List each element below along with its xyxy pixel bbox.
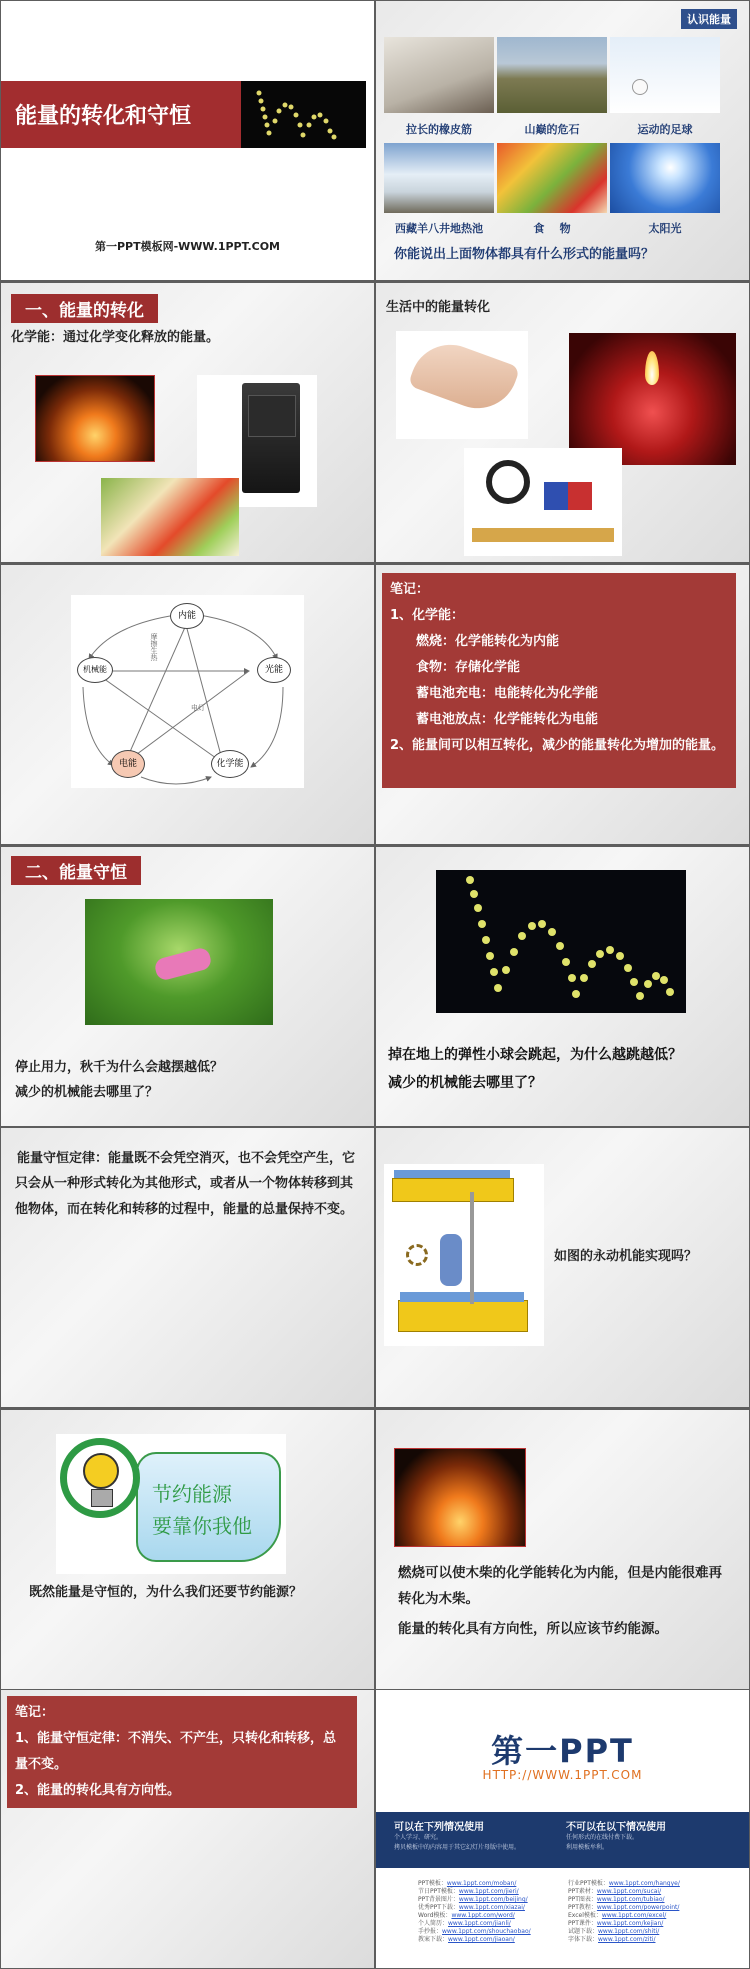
note-item-2: 2、能量间可以相互转化，减少的能量转化为增加的能量。 bbox=[390, 738, 725, 753]
link[interactable]: www.1ppt.com/excel/ bbox=[601, 1912, 667, 1919]
swing-question-2: 减少的机械能去哪里了？ bbox=[15, 1085, 159, 1100]
waterwheel-icon bbox=[406, 1244, 428, 1266]
link-row: PPT模板：www.1ppt.com/moban/ bbox=[418, 1880, 517, 1887]
caption-rock: 山巅的危石 bbox=[524, 123, 580, 136]
link[interactable]: www.1ppt.com/xiazai/ bbox=[458, 1904, 525, 1911]
note2-item-1: 1、能量守恒定律：不消失、不产生，只转化和转移，总量不变。 bbox=[15, 1731, 337, 1772]
link-row: Excel模板：www.1ppt.com/excel/ bbox=[568, 1912, 667, 1919]
link-row: 优秀PPT下载：www.1ppt.com/xiazai/ bbox=[418, 1904, 525, 1911]
cannot-use-item-1: 任何形式的在线付费下载。 bbox=[566, 1834, 639, 1841]
section-title-2: 二、能量守恒 bbox=[11, 856, 141, 885]
link-row: 试题下载：www.1ppt.com/shiti/ bbox=[568, 1928, 660, 1935]
link[interactable]: www.1ppt.com/word/ bbox=[451, 1912, 515, 1919]
poster-slogan-2: 要靠你我他 bbox=[152, 1514, 252, 1538]
link-row: 手抄报：www.1ppt.com/shouchaobao/ bbox=[418, 1928, 531, 1935]
candle-photo bbox=[569, 333, 736, 465]
daily-energy-heading: 生活中的能量转化 bbox=[386, 300, 491, 315]
note2-title: 笔记： bbox=[15, 1705, 55, 1720]
geothermal-photo bbox=[384, 143, 494, 213]
link[interactable]: www.1ppt.com/tubiao/ bbox=[596, 1896, 665, 1903]
energy-question: 你能说出上面物体都具有什么形式的能量吗？ bbox=[394, 247, 655, 262]
cliff-rock-photo bbox=[497, 37, 607, 113]
food-photo bbox=[497, 143, 607, 213]
note2-item-2: 2、能量的转化具有方向性。 bbox=[15, 1783, 181, 1798]
slide-template-info[interactable] bbox=[376, 1690, 749, 1968]
ball-question-1: 掉在地上的弹性小球会跳起，为什么越跳越低？ bbox=[388, 1047, 682, 1063]
links-right bbox=[568, 1880, 738, 1944]
link[interactable]: www.1ppt.com/jiaoan/ bbox=[448, 1936, 515, 1943]
note-item-1: 1、化学能： bbox=[390, 608, 465, 623]
person-icon bbox=[440, 1234, 462, 1286]
perpetual-question: 如图的永动机能实现吗？ bbox=[554, 1249, 698, 1264]
cannot-use-title: 不可以在以下情况使用 bbox=[566, 1822, 666, 1833]
link[interactable]: www.1ppt.com/kejian/ bbox=[596, 1920, 664, 1927]
link-row: PPT素材：www.1ppt.com/sucai/ bbox=[568, 1888, 662, 1895]
direction-text-1: 燃烧可以使木柴的化学能转化为内能，但是内能很难再转化为木柴。 bbox=[398, 1565, 722, 1608]
notes-box-2 bbox=[7, 1696, 357, 1808]
link[interactable]: www.1ppt.com/shiti/ bbox=[598, 1928, 660, 1935]
node-light-energy: 光能 bbox=[257, 657, 291, 683]
section-title: 一、能量的转化 bbox=[11, 294, 158, 323]
football-photo bbox=[610, 37, 720, 113]
link-row: PPT图表：www.1ppt.com/tubiao/ bbox=[568, 1896, 665, 1903]
edge-label-friction: 摩擦生热 bbox=[150, 633, 158, 661]
can-use-item-1: 个人学习、研究。 bbox=[394, 1834, 443, 1841]
slide-footer: 第一PPT模板网-WWW.1PPT.COM bbox=[94, 240, 281, 253]
links-left bbox=[418, 1880, 568, 1944]
link[interactable]: www.1ppt.com/ziti/ bbox=[598, 1936, 656, 1943]
notes-box bbox=[382, 573, 736, 788]
football-icon bbox=[632, 79, 648, 95]
caption-rubber-band: 拉长的橡皮筋 bbox=[406, 123, 472, 136]
slide-energy-conversion[interactable] bbox=[1, 283, 374, 562]
save-energy-question: 既然能量是守恒的，为什么我们还要节约能源？ bbox=[29, 1585, 303, 1600]
swing-photo bbox=[85, 899, 273, 1025]
link[interactable]: www.1ppt.com/sucai/ bbox=[596, 1888, 662, 1895]
upper-tank-icon bbox=[392, 1178, 514, 1202]
direction-text-2: 能量的转化具有方向性，所以应该节约能源。 bbox=[398, 1621, 668, 1637]
slide-notes-1[interactable] bbox=[376, 565, 749, 844]
lightbulb-base bbox=[91, 1489, 113, 1507]
conservation-law-text: 能量守恒定律：能量既不会凭空消灭，也不会凭空产生，它只会从一种形式转化为其他形式，或者从一个物体转移到其他物体，而在转化和转移的过程中，能量的总量保持不变。 bbox=[15, 1151, 356, 1217]
node-chemical-energy: 化学能 bbox=[211, 750, 249, 778]
rubbing-hands-photo bbox=[396, 331, 528, 439]
note-title: 笔记： bbox=[390, 582, 430, 597]
pipe-icon bbox=[470, 1192, 474, 1304]
sunlight-photo bbox=[610, 143, 720, 213]
link[interactable]: www.1ppt.com/jianli/ bbox=[448, 1920, 511, 1927]
save-energy-poster bbox=[56, 1434, 286, 1574]
title-band bbox=[1, 81, 241, 148]
slide-save-energy[interactable] bbox=[1, 1410, 374, 1689]
edge-label-lamp: 电灯 bbox=[191, 704, 205, 712]
campfire-photo bbox=[394, 1448, 526, 1547]
note-sub-charging: 蓄电池充电：电能转化为化学能 bbox=[416, 686, 599, 701]
link[interactable]: www.1ppt.com/beijing/ bbox=[458, 1896, 528, 1903]
caption-sunlight: 太阳光 bbox=[648, 222, 682, 235]
magnet-icon-red bbox=[568, 482, 592, 510]
caption-geothermal: 西藏羊八井地热池 bbox=[395, 222, 483, 235]
section-badge: 认识能量 bbox=[681, 9, 737, 29]
slide-energy-diagram[interactable] bbox=[1, 565, 374, 844]
note-sub-burning: 燃烧：化学能转化为内能 bbox=[416, 634, 560, 649]
node-internal-energy: 内能 bbox=[170, 603, 204, 629]
lower-tank-icon bbox=[398, 1300, 528, 1332]
link[interactable]: www.1ppt.com/hangye/ bbox=[608, 1880, 680, 1887]
cannot-use-item-2: 利用模板牟利。 bbox=[566, 1844, 609, 1851]
swing-question-1: 停止用力，秋千为什么会越摆越低？ bbox=[15, 1060, 224, 1075]
battery-label bbox=[248, 395, 296, 437]
caption-food: 食 物 bbox=[533, 222, 571, 235]
slide-energy-examples[interactable] bbox=[376, 1, 749, 280]
note-sub-discharging: 蓄电池放点：化学能转化为电能 bbox=[416, 712, 599, 727]
slide-conversion-direction[interactable] bbox=[376, 1410, 749, 1689]
hands-icon bbox=[408, 334, 521, 420]
link[interactable]: www.1ppt.com/jieri/ bbox=[458, 1888, 519, 1895]
link-row: 教案下载：www.1ppt.com/jiaoan/ bbox=[418, 1936, 515, 1943]
bouncing-ball-photo bbox=[241, 81, 366, 148]
upper-water bbox=[394, 1170, 510, 1178]
link[interactable]: www.1ppt.com/moban/ bbox=[446, 1880, 517, 1887]
poster-cloud bbox=[136, 1452, 281, 1562]
lightbulb-ring bbox=[60, 1438, 140, 1518]
slide-perpetual-motion[interactable] bbox=[376, 1128, 749, 1407]
node-electric-energy: 电能 bbox=[111, 750, 145, 778]
generator-base bbox=[472, 528, 614, 542]
child-on-swing-icon bbox=[153, 946, 213, 982]
link-row: Word模板：www.1ppt.com/word/ bbox=[418, 1912, 515, 1919]
slide-energy-conservation[interactable] bbox=[1, 847, 374, 1126]
can-use-title: 可以在下列情况使用 bbox=[394, 1822, 484, 1833]
link[interactable]: www.1ppt.com/powerpoint/ bbox=[596, 1904, 680, 1911]
link-row: PPT课件：www.1ppt.com/kejian/ bbox=[568, 1920, 664, 1927]
node-mechanical-energy: 机械能 bbox=[77, 657, 113, 683]
bouncing-ball-photo-large bbox=[436, 870, 686, 1013]
note-sub-food: 食物：存储化学能 bbox=[416, 660, 521, 675]
slide-title[interactable] bbox=[1, 1, 374, 280]
wheel-icon bbox=[486, 460, 530, 504]
generator-photo bbox=[464, 448, 622, 556]
rubber-band-photo bbox=[384, 37, 494, 113]
can-use-item-2: 拷贝模板中的内容用于其它幻灯片母版中使用。 bbox=[394, 1844, 521, 1851]
bouncing-ball-large-icon bbox=[436, 870, 686, 1013]
link-row: 个人简历：www.1ppt.com/jianli/ bbox=[418, 1920, 511, 1927]
flame-icon bbox=[645, 351, 659, 385]
ball-question-2: 减少的机械能去哪里了？ bbox=[388, 1075, 542, 1091]
perpetual-machine-photo bbox=[384, 1164, 544, 1346]
link-row: PPT教程：www.1ppt.com/powerpoint/ bbox=[568, 1904, 680, 1911]
link-row: 字体下载：www.1ppt.com/ziti/ bbox=[568, 1936, 656, 1943]
chemical-energy-definition: 化学能：通过化学变化释放的能量。 bbox=[11, 330, 220, 345]
magnet-icon bbox=[544, 482, 568, 510]
slide-conservation-law[interactable] bbox=[1, 1128, 374, 1407]
fire-photo bbox=[35, 375, 155, 462]
poster-slogan-1: 节约能源 bbox=[152, 1482, 232, 1506]
usage-banner bbox=[376, 1812, 749, 1868]
slide-title-text: 能量的转化和守恒 bbox=[15, 104, 192, 129]
slide-bouncing-ball[interactable] bbox=[376, 847, 749, 1126]
lower-water bbox=[400, 1292, 524, 1302]
bouncing-ball-trail-icon bbox=[241, 81, 366, 148]
link-row: 行业PPT模板：www.1ppt.com/hangye/ bbox=[568, 1880, 680, 1887]
battery-icon bbox=[242, 383, 300, 493]
logo-text: 第一PPT bbox=[491, 1732, 634, 1770]
caption-football: 运动的足球 bbox=[637, 123, 693, 136]
link[interactable]: www.1ppt.com/shouchaobao/ bbox=[442, 1928, 531, 1935]
link-row: 节日PPT模板：www.1ppt.com/jieri/ bbox=[418, 1888, 519, 1895]
link-row: PPT背景图片：www.1ppt.com/beijing/ bbox=[418, 1896, 528, 1903]
logo-url[interactable]: HTTP://WWW.1PPT.COM bbox=[482, 1768, 643, 1782]
lightbulb-icon bbox=[83, 1453, 119, 1489]
vegetables-photo bbox=[101, 478, 239, 556]
slide-daily-energy[interactable] bbox=[376, 283, 749, 562]
energy-cycle-diagram bbox=[71, 595, 304, 788]
slide-notes-2[interactable] bbox=[1, 1690, 374, 1968]
